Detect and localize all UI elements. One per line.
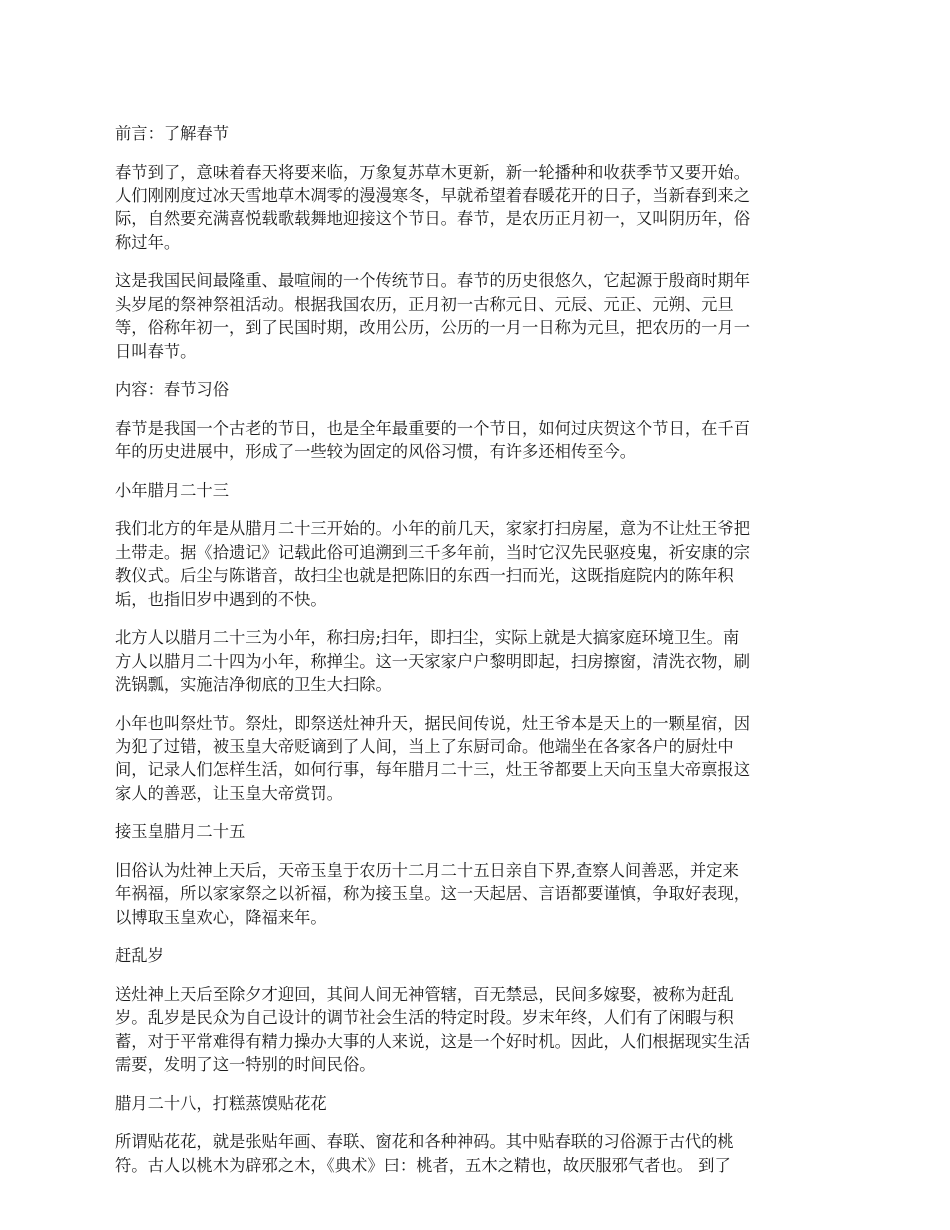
text-line: 垢，也指旧岁中遇到的不快。: [115, 589, 327, 609]
paragraph-kitchen-god: [115, 712, 839, 806]
text-line: 我们北方的年是从腊月二十三开始的。小年的前几天，家家打扫房屋，意为不让灶王爷把: [115, 519, 750, 539]
paragraph-spring-arrives: [115, 161, 839, 255]
document-page: [115, 122, 839, 1192]
text-line: 以博取玉皇欢心，降福来年。: [115, 907, 327, 927]
text-line: 北方人以腊月二十三为小年，称扫房;扫年，即扫尘，实际上就是大搞家庭环境卫生。南: [115, 628, 740, 648]
section-heading-customs: 内容：春节习俗: [115, 380, 229, 400]
text-line: 春节是我国一个古老的节日，也是全年最重要的一个节日，如何过庆贺这个节日，在千百: [115, 418, 750, 438]
section-heading-xiaonian: 小年腊月二十三: [115, 480, 229, 500]
text-line: 洗锅瓢，实施洁净彻底的卫生大扫除。: [115, 675, 392, 695]
paragraph-tiehuahua: [115, 1130, 839, 1177]
text-line: 方人以腊月二十四为小年，称掸尘。这一天家家户户黎明即起，扫房擦窗，清洗衣物，刷: [115, 651, 750, 671]
text-line: 送灶神上天后至除夕才迎回，其间人间无神管辖，百无禁忌，民间多嫁娶，被称为赶乱: [115, 985, 734, 1005]
paragraph-festival-history: [115, 269, 839, 363]
text-line: 符。古人以桃木为辟邪之木，《典术》曰：桃者，五木之精也，故厌服邪气者也。 到了: [115, 1155, 731, 1175]
text-line: 间，记录人们怎样生活，如何行事，每年腊月二十三，灶王爷都要上天向玉皇大帝禀报这: [115, 760, 750, 780]
text-line: 土带走。据《拾遗记》记载此俗可追溯到三千多年前，当时它汉先民驱疫鬼，祈安康的宗: [115, 542, 750, 562]
text-line: 年的历史进展中，形成了一些较为固定的风俗习惯，有许多还相传至今。: [115, 442, 637, 462]
text-line: 所谓贴花花，就是张贴年画、春联、窗花和各种神码。其中贴春联的习俗源于古代的桃: [115, 1132, 734, 1152]
section-heading-luansui: 赶乱岁: [115, 946, 164, 966]
text-line: 年祸福，所以家家祭之以祈福，称为接玉皇。这一天起居、言语都要谨慎，争取好表现，: [115, 884, 750, 904]
text-line: 称过年。: [115, 232, 181, 252]
text-line: 岁。乱岁是民众为自己设计的调节社会生活的特定时段。岁末年终，人们有了闲暇与积: [115, 1008, 734, 1028]
text-line: 人们刚刚度过冰天雪地草木凋零的漫漫寒冬，早就希望着春暖花开的日子，当新春到来之: [115, 186, 750, 205]
paragraph-xiaonian-cleaning: [115, 517, 839, 611]
paragraph-luansui: [115, 983, 839, 1077]
text-line: 为犯了过错，被玉皇大帝贬谪到了人间，当上了东厨司命。他端坐在各家各户的厨灶中: [115, 737, 734, 757]
text-line: 旧俗认为灶神上天后，天帝玉皇于农历十二月二十五日亲自下界,查察人间善恶，并定来: [115, 861, 739, 881]
paragraph-north-south-xiaonian: [115, 626, 839, 696]
text-line: 这是我国民间最隆重、最喧闹的一个传统节日。春节的历史很悠久，它起源于殷商时期年: [115, 271, 750, 291]
section-heading-jade-emperor: 接玉皇腊月二十五: [115, 822, 246, 842]
text-line: 日叫春节。: [115, 341, 197, 361]
text-line: 小年也叫祭灶节。祭灶，即祭送灶神升天，据民间传说，灶王爷本是天上的一颗星宿，因: [115, 713, 750, 733]
text-line: 等，俗称年初一，到了民国时期，改用公历，公历的一月一日称为元旦，把农历的一月一: [115, 318, 750, 338]
text-line: 春节到了，意味着春天将要来临，万象复苏草木更新，新一轮播种和收获季节又要开始。: [115, 162, 750, 182]
section-heading-la28: 腊月二十八，打糕蒸馍贴花花: [115, 1093, 327, 1113]
text-line: 际，自然要充满喜悦载歌载舞地迎接这个节日。春节，是农历正月初一，又叫阴历年，俗: [115, 209, 750, 229]
text-line: 家人的善恶，让玉皇大帝赏罚。: [115, 783, 343, 803]
text-line: 需要，发明了这一特别的时间民俗。: [115, 1055, 376, 1075]
text-line: 头岁尾的祭神祭祖活动。根据我国农历，正月初一古称元日、元辰、元正、元朔、元旦: [115, 294, 734, 314]
paragraph-jade-emperor: [115, 859, 839, 929]
text-line: 教仪式。后尘与陈谐音，故扫尘也就是把陈旧的东西一扫而光，这既指庭院内的陈年积: [115, 566, 734, 586]
text-line: 蓄，对于平常难得有精力操办大事的人来说，这是一个好时机。因此，人们根据现实生活: [115, 1031, 750, 1051]
section-heading-preface: 前言：了解春节: [115, 124, 229, 143]
paragraph-customs-intro: [115, 417, 839, 464]
